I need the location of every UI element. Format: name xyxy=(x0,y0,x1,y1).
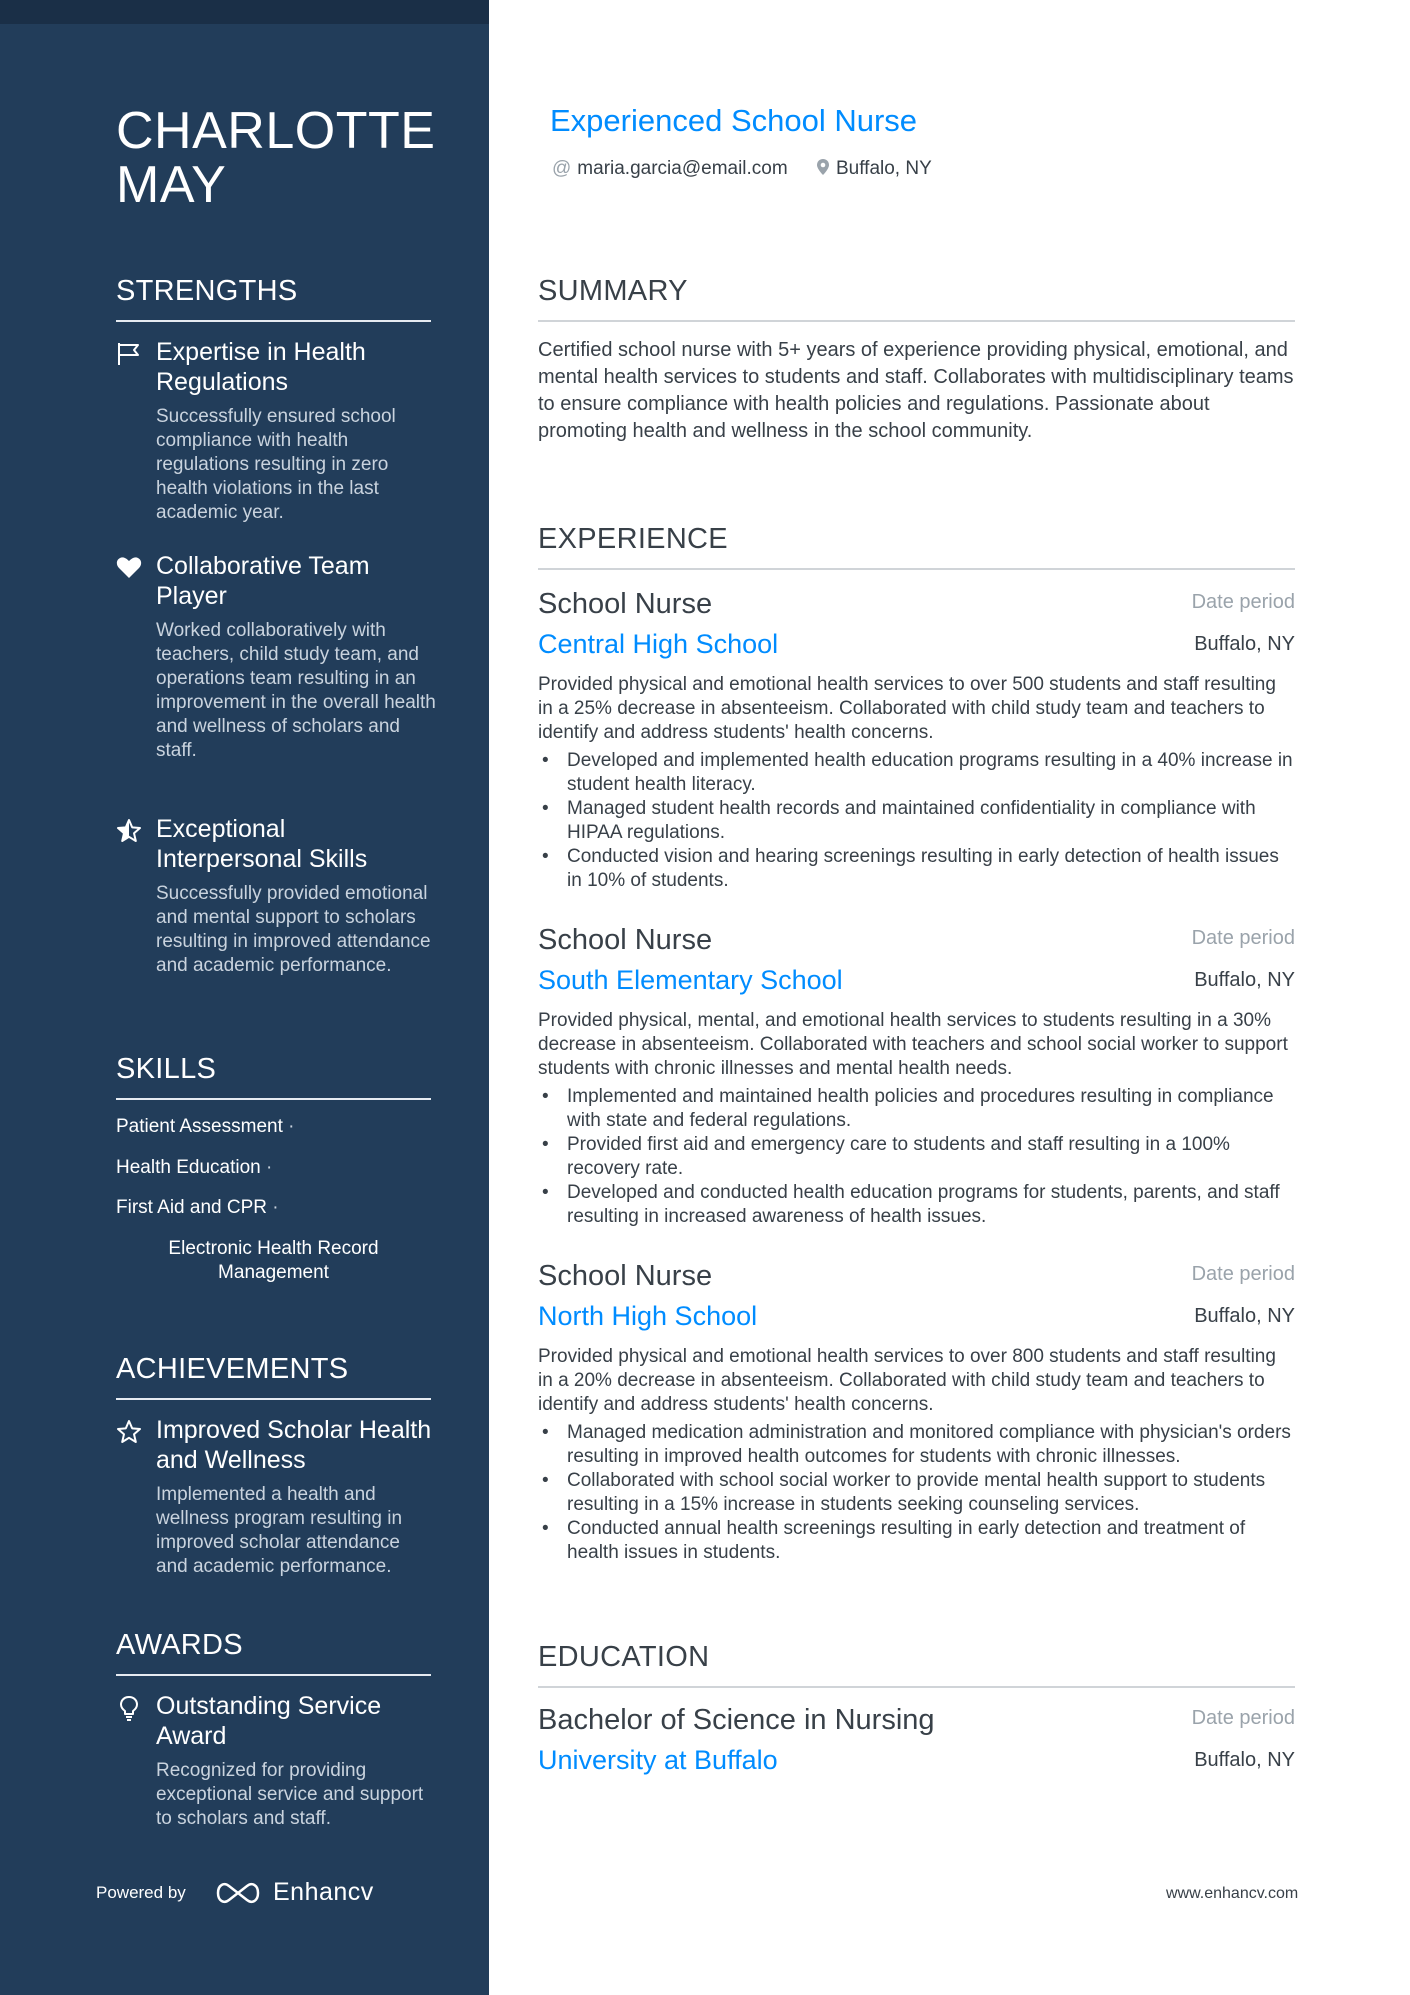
education-entry xyxy=(538,1703,1295,1777)
skill-tag: Electronic Health Record Management xyxy=(168,1238,379,1283)
lightbulb-icon xyxy=(116,1695,142,1721)
company-name[interactable]: Central High School xyxy=(538,629,779,659)
school-name[interactable]: University at Buffalo xyxy=(538,1745,778,1775)
job-bullet: • Conducted vision and hearing screenings resulting in early detection of health issues in 10% of students. xyxy=(538,845,1295,893)
award-description: Recognized for providing exceptional service and support to scholars and staff. xyxy=(156,1760,424,1829)
job-title: School Nurse xyxy=(538,1260,713,1292)
job-date: Date period xyxy=(1191,927,1295,949)
strength-title: Expertise in Health Regulations xyxy=(156,338,366,396)
degree-title: Bachelor of Science in Nursing xyxy=(538,1704,935,1736)
experience-entry xyxy=(538,923,1295,1229)
strength-item xyxy=(116,551,436,763)
email-contact[interactable]: @ maria.garcia@email.com xyxy=(552,158,788,179)
job-date: Date period xyxy=(1191,1263,1295,1285)
job-bullet: • Provided first aid and emergency care to students and staff resulting in a 100% recovery rate. xyxy=(538,1133,1295,1181)
flag-icon xyxy=(116,341,142,367)
job-bullets xyxy=(538,1421,1295,1565)
job-description: Provided physical, mental, and emotional health services to students resulting in a 30% decrease in absenteeism. Collaborated with teachers and school social worker to support students with chronic illnesses and mental health needs. xyxy=(538,1010,1288,1079)
job-bullet: • Managed student health records and maintained confidentiality in compliance with HIPAA regulations. xyxy=(538,797,1295,845)
achievement-item xyxy=(116,1415,436,1579)
job-bullet: • Implemented and maintained health policies and procedures resulting in compliance with state and federal regulations. xyxy=(538,1085,1295,1133)
strengths-heading: STRENGTHS xyxy=(116,274,431,322)
company-name[interactable]: South Elementary School xyxy=(538,965,843,995)
experience-heading: EXPERIENCE xyxy=(538,522,1295,570)
location-pin-icon xyxy=(816,158,830,176)
achievement-title: Improved Scholar Health and Wellness xyxy=(156,1416,432,1474)
star-half-icon xyxy=(116,818,142,844)
at-icon: @ xyxy=(552,158,572,179)
job-location: Buffalo, NY xyxy=(1194,969,1295,991)
job-title: School Nurse xyxy=(538,924,713,956)
education-heading: EDUCATION xyxy=(538,1640,1295,1688)
job-location: Buffalo, NY xyxy=(1194,633,1295,655)
job-title: School Nurse xyxy=(538,588,713,620)
company-name[interactable]: North High School xyxy=(538,1301,758,1331)
skill-tag: Health Education · xyxy=(116,1157,273,1178)
education-location: Buffalo, NY xyxy=(1194,1749,1295,1771)
education-date: Date period xyxy=(1191,1707,1295,1729)
job-bullet: • Conducted annual health screenings resulting in early detection and treatment of health issues in students. xyxy=(538,1517,1295,1565)
awards-heading: AWARDS xyxy=(116,1628,431,1676)
powered-by-label: Powered by xyxy=(96,1883,186,1902)
skill-tag: Patient Assessment · xyxy=(116,1116,295,1137)
achievements-heading: ACHIEVEMENTS xyxy=(116,1352,431,1400)
sidebar-top-bar xyxy=(0,0,489,24)
footer-url[interactable]: www.enhancv.com xyxy=(1166,1885,1299,1902)
experience-entry xyxy=(538,1259,1295,1565)
location-contact: Buffalo, NY xyxy=(816,157,932,181)
sidebar xyxy=(0,0,489,1995)
enhancv-brand[interactable]: Enhancv xyxy=(273,1878,374,1906)
star-outline-icon xyxy=(116,1419,142,1445)
experience-entry xyxy=(538,587,1295,893)
job-role-title: Experienced School Nurse xyxy=(550,103,918,138)
strength-description: Worked collaboratively with teachers, child study team, and operations team resulting in an improvement in the overall health and wellness of scholars and staff. xyxy=(156,620,436,761)
summary-text: Certified school nurse with 5+ years of experience providing physical, emotional, and mental health services to students and staff. Collaborates with multidisciplinary teams to ensure compliance with health policies and regulations. Passionate about promoting health and wellness in the school community. xyxy=(538,339,1294,442)
job-bullet: • Developed and implemented health education programs resulting in a 40% increase in student health literacy. xyxy=(538,749,1295,797)
strength-description: Successfully provided emotional and mental support to scholars resulting in improved attendance and academic performance. xyxy=(156,883,431,976)
achievement-description: Implemented a health and wellness program resulting in improved scholar attendance and academic performance. xyxy=(156,1484,403,1577)
job-date: Date period xyxy=(1191,591,1295,613)
candidate-name: CHARLOTTE MAY xyxy=(116,102,436,214)
strength-description: Successfully ensured school compliance with health regulations resulting in zero health violations in the last academic year. xyxy=(156,406,396,523)
strength-item xyxy=(116,337,436,525)
job-bullets xyxy=(538,1085,1295,1229)
heart-icon xyxy=(116,555,142,581)
job-bullet: • Developed and conducted health education programs for students, parents, and staff resulting in increased awareness of health issues. xyxy=(538,1181,1295,1229)
award-item xyxy=(116,1691,436,1831)
summary-heading: SUMMARY xyxy=(538,274,1295,322)
award-title: Outstanding Service Award xyxy=(156,1692,382,1750)
job-description: Provided physical and emotional health services to over 800 students and staff resulting in a 20% decrease in absenteeism. Collaborated with child study team and teachers to identify and address students' health concerns. xyxy=(538,1346,1276,1415)
skills-heading: SKILLS xyxy=(116,1052,431,1100)
job-bullet: • Collaborated with school social worker to provide mental health support to students resulting in a 15% increase in students seeking counseling services. xyxy=(538,1469,1295,1517)
strength-item xyxy=(116,814,436,978)
enhancv-logo-icon xyxy=(214,1874,262,1912)
job-description: Provided physical and emotional health services to over 500 students and staff resulting in a 25% decrease in absenteeism. Collaborated with child study team and teachers to identify and address students' health concerns. xyxy=(538,674,1276,743)
job-location: Buffalo, NY xyxy=(1194,1305,1295,1327)
skill-tag: First Aid and CPR · xyxy=(116,1197,279,1218)
job-bullet: • Managed medication administration and monitored compliance with physician's orders resulting in improved health outcomes for students with chronic illnesses. xyxy=(538,1421,1295,1469)
job-bullets xyxy=(538,749,1295,893)
strength-title: Collaborative Team Player xyxy=(156,552,370,610)
strength-title: Exceptional Interpersonal Skills xyxy=(156,815,368,873)
